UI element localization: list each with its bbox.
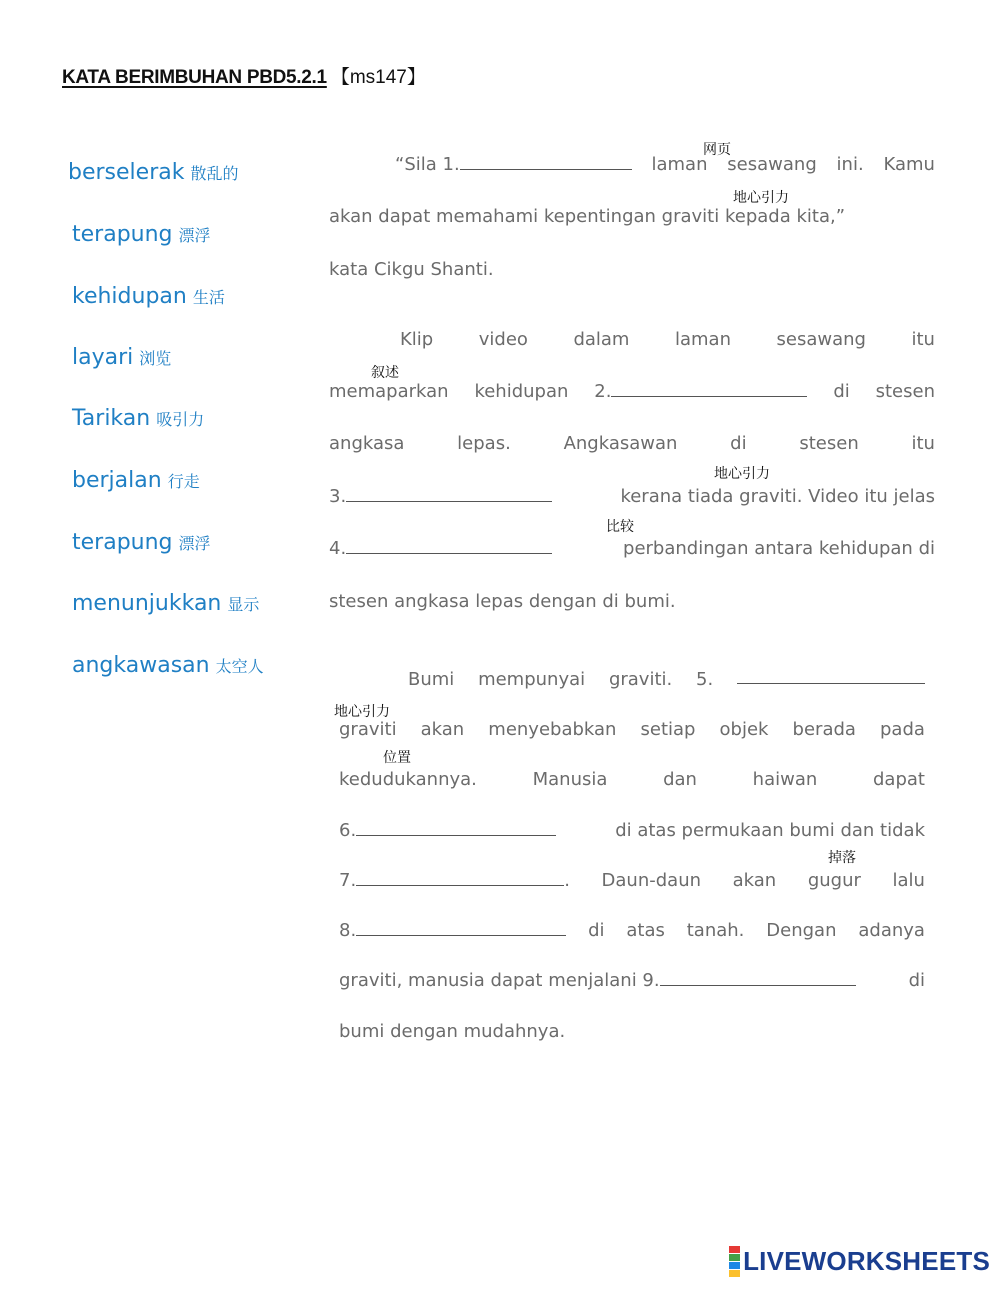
- blank-5[interactable]: [737, 669, 925, 684]
- passage-line: memaparkan kehidupan 2. di stesen: [329, 381, 935, 402]
- passage-line: “Sila 1. laman sesawang ini. Kamu: [395, 154, 935, 175]
- blank-4[interactable]: [346, 539, 552, 554]
- page-title: [62, 62, 426, 89]
- passage-line: Bumi mempunyai graviti. 5.: [408, 669, 925, 690]
- annotation: 掉落: [828, 850, 856, 866]
- blank-8[interactable]: [356, 921, 566, 936]
- word-bank-item: berselerak 散乱的: [68, 160, 239, 185]
- word-bank-item: berjalan 行走: [72, 468, 200, 493]
- passage-line: graviti akan menyebabkan setiap objek berada pada: [339, 719, 925, 740]
- annotation: 地心引力: [334, 704, 390, 720]
- blank-1[interactable]: [460, 155, 632, 170]
- annotation: 地心引力: [714, 466, 770, 482]
- blank-7[interactable]: [356, 871, 564, 886]
- annotation: 比较: [606, 519, 634, 535]
- passage-line: 7. . Daun-daun akan gugur lalu: [339, 870, 925, 891]
- word-bank-item: kehidupan 生活: [72, 284, 225, 309]
- word-bank-item: terapung 漂浮: [72, 530, 211, 555]
- annotation: 位置: [383, 750, 411, 766]
- annotation: 地心引力: [733, 190, 789, 206]
- blank-2[interactable]: [611, 382, 807, 397]
- word-bank-item: Tarikan 吸引力: [72, 406, 205, 431]
- passage-line: 3. kerana tiada graviti. Video itu jelas: [329, 486, 935, 507]
- blank-6[interactable]: [356, 821, 556, 836]
- passage-line: Klip video dalam laman sesawang itu: [400, 329, 935, 350]
- title-ref: 【ms147】: [330, 67, 426, 88]
- passage-line: 6. di atas permukaan bumi dan tidak: [339, 820, 925, 841]
- title-main: KATA BERIMBUHAN PBD5.2.1: [62, 67, 327, 88]
- passage-line: kata Cikgu Shanti.: [329, 259, 494, 280]
- word-bank-item: menunjukkan 显示: [72, 591, 260, 616]
- blank-3[interactable]: [346, 487, 552, 502]
- passage-line: 4. perbandingan antara kehidupan di: [329, 538, 935, 559]
- logo-mark-icon: [729, 1246, 740, 1277]
- liveworksheets-logo: [729, 1246, 990, 1277]
- logo-text: LIVEWORKSHEETS: [743, 1246, 990, 1276]
- word-bank-item: terapung 漂浮: [72, 222, 211, 247]
- passage-line: kedudukannya. Manusia dan haiwan dapat: [339, 769, 925, 790]
- annotation: 叙述: [371, 365, 399, 381]
- passage-line: 8. di atas tanah. Dengan adanya: [339, 920, 925, 941]
- passage-line: bumi dengan mudahnya.: [339, 1021, 566, 1042]
- word-bank-item: layari 浏览: [72, 345, 172, 370]
- blank-9[interactable]: [660, 971, 856, 986]
- annotation: 网页: [703, 142, 731, 158]
- passage-line: angkasa lepas. Angkasawan di stesen itu: [329, 433, 935, 454]
- word-bank-item: angkawasan 太空人: [72, 653, 264, 678]
- passage-line: stesen angkasa lepas dengan di bumi.: [329, 591, 676, 612]
- passage-line: graviti, manusia dapat menjalani 9. di: [339, 970, 925, 991]
- passage-line: akan dapat memahami kepentingan graviti kepada kita,”: [329, 206, 846, 227]
